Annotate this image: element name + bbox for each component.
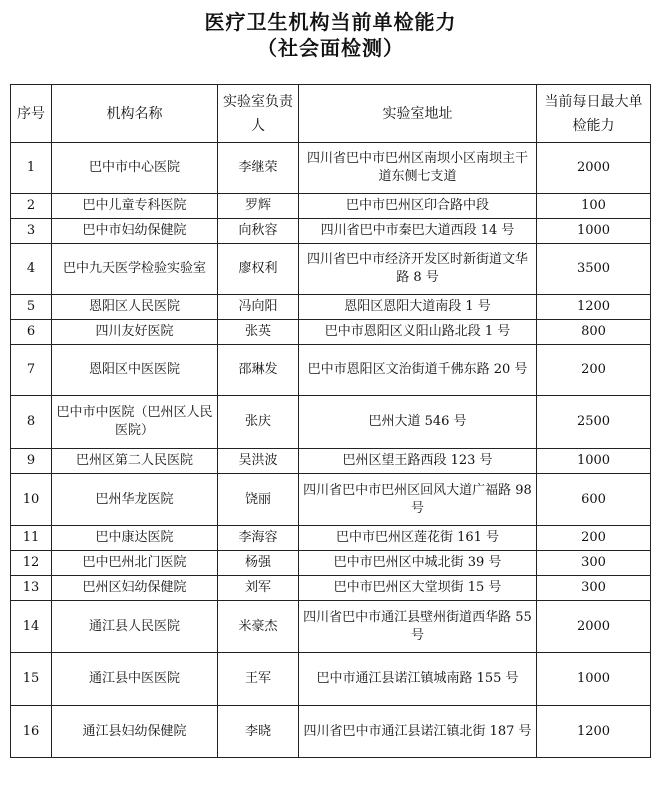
cell-institution-name: 通江县妇幼保健院 <box>52 706 218 758</box>
cell-lab-head: 李晓 <box>218 706 299 758</box>
cell-lab-head: 吴洪波 <box>218 449 299 474</box>
cell-lab-address: 巴中市巴州区中城北街 39 号 <box>299 551 537 576</box>
cell-seq: 6 <box>11 320 52 345</box>
cell-seq: 10 <box>11 474 52 526</box>
cell-seq: 11 <box>11 526 52 551</box>
table-row <box>11 194 651 219</box>
cell-institution-name: 巴中康达医院 <box>52 526 218 551</box>
table-row <box>11 706 651 758</box>
cell-lab-address: 四川省巴中市经济开发区时新街道文华路 8 号 <box>299 244 537 295</box>
cell-institution-name: 巴中市中心医院 <box>52 143 218 194</box>
cell-lab-head: 张英 <box>218 320 299 345</box>
header-institution-name: 机构名称 <box>52 85 218 143</box>
cell-lab-address: 巴中市巴州区莲花街 161 号 <box>299 526 537 551</box>
table-row <box>11 345 651 396</box>
cell-lab-address: 四川省巴中市巴州区回风大道广福路 98 号 <box>299 474 537 526</box>
cell-institution-name: 巴中巴州北门医院 <box>52 551 218 576</box>
cell-institution-name: 恩阳区人民医院 <box>52 295 218 320</box>
cell-capacity: 100 <box>537 194 651 219</box>
cell-institution-name: 巴州华龙医院 <box>52 474 218 526</box>
cell-seq: 15 <box>11 653 52 706</box>
cell-capacity: 2500 <box>537 396 651 449</box>
cell-capacity: 1200 <box>537 706 651 758</box>
cell-lab-address: 恩阳区恩阳大道南段 1 号 <box>299 295 537 320</box>
capacity-table <box>10 84 651 758</box>
document-subtitle: （社会面检测） <box>257 36 404 60</box>
cell-capacity: 2000 <box>537 143 651 194</box>
header-seq: 序号 <box>11 85 52 143</box>
table-row <box>11 526 651 551</box>
table-body <box>11 143 651 758</box>
cell-lab-address: 四川省巴中市巴州区南坝小区南坝主干道东侧七支道 <box>299 143 537 194</box>
cell-seq: 9 <box>11 449 52 474</box>
cell-capacity: 3500 <box>537 244 651 295</box>
cell-seq: 14 <box>11 601 52 653</box>
cell-institution-name: 巴中儿童专科医院 <box>52 194 218 219</box>
table-row <box>11 320 651 345</box>
table-row <box>11 551 651 576</box>
cell-lab-address: 巴州大道 546 号 <box>299 396 537 449</box>
cell-lab-head: 李海容 <box>218 526 299 551</box>
table-row <box>11 244 651 295</box>
cell-capacity: 200 <box>537 526 651 551</box>
cell-lab-address: 四川省巴中市通江县壁州街道西华路 55 号 <box>299 601 537 653</box>
cell-lab-head: 李继荣 <box>218 143 299 194</box>
cell-lab-head: 罗辉 <box>218 194 299 219</box>
document-title: 医疗卫生机构当前单检能力 <box>204 10 457 34</box>
cell-capacity: 1200 <box>537 295 651 320</box>
cell-lab-address: 巴中市恩阳区义阳山路北段 1 号 <box>299 320 537 345</box>
header-lab-head: 实验室负责人 <box>218 85 299 143</box>
table-header-row <box>11 85 651 143</box>
cell-lab-address: 四川省巴中市秦巴大道西段 14 号 <box>299 219 537 244</box>
cell-lab-head: 张庆 <box>218 396 299 449</box>
cell-seq: 13 <box>11 576 52 601</box>
cell-capacity: 600 <box>537 474 651 526</box>
cell-lab-address: 巴中市巴州区大堂坝街 15 号 <box>299 576 537 601</box>
cell-institution-name: 巴州区妇幼保健院 <box>52 576 218 601</box>
cell-capacity: 1000 <box>537 653 651 706</box>
cell-lab-address: 巴州区望王路西段 123 号 <box>299 449 537 474</box>
cell-seq: 3 <box>11 219 52 244</box>
cell-lab-head: 廖权利 <box>218 244 299 295</box>
table-row <box>11 601 651 653</box>
table-row <box>11 143 651 194</box>
cell-lab-address: 四川省巴中市通江县诺江镇北街 187 号 <box>299 706 537 758</box>
cell-lab-address: 巴中市恩阳区文治街道千佛东路 20 号 <box>299 345 537 396</box>
cell-seq: 16 <box>11 706 52 758</box>
table-row <box>11 219 651 244</box>
cell-institution-name: 巴中九天医学检验实验室 <box>52 244 218 295</box>
cell-capacity: 2000 <box>537 601 651 653</box>
cell-institution-name: 巴中市妇幼保健院 <box>52 219 218 244</box>
cell-lab-head: 冯向阳 <box>218 295 299 320</box>
cell-seq: 1 <box>11 143 52 194</box>
header-lab-address: 实验室地址 <box>299 85 537 143</box>
cell-lab-head: 饶丽 <box>218 474 299 526</box>
table-row <box>11 653 651 706</box>
table-row <box>11 396 651 449</box>
cell-capacity: 300 <box>537 576 651 601</box>
cell-institution-name: 通江县中医医院 <box>52 653 218 706</box>
cell-seq: 8 <box>11 396 52 449</box>
cell-capacity: 800 <box>537 320 651 345</box>
cell-lab-head: 王军 <box>218 653 299 706</box>
cell-capacity: 300 <box>537 551 651 576</box>
cell-seq: 7 <box>11 345 52 396</box>
cell-lab-head: 向秋容 <box>218 219 299 244</box>
cell-capacity: 1000 <box>537 449 651 474</box>
table-row <box>11 474 651 526</box>
cell-lab-head: 刘军 <box>218 576 299 601</box>
cell-capacity: 200 <box>537 345 651 396</box>
cell-seq: 2 <box>11 194 52 219</box>
cell-seq: 4 <box>11 244 52 295</box>
cell-institution-name: 恩阳区中医医院 <box>52 345 218 396</box>
table-row <box>11 449 651 474</box>
cell-institution-name: 四川友好医院 <box>52 320 218 345</box>
table-row <box>11 576 651 601</box>
cell-lab-head: 邵琳发 <box>218 345 299 396</box>
cell-lab-head: 米豪杰 <box>218 601 299 653</box>
cell-institution-name: 巴州区第二人民医院 <box>52 449 218 474</box>
cell-institution-name: 通江县人民医院 <box>52 601 218 653</box>
table-row <box>11 295 651 320</box>
cell-lab-head: 杨强 <box>218 551 299 576</box>
cell-seq: 5 <box>11 295 52 320</box>
cell-seq: 12 <box>11 551 52 576</box>
cell-lab-address: 巴中市通江县诺江镇城南路 155 号 <box>299 653 537 706</box>
cell-capacity: 1000 <box>537 219 651 244</box>
cell-lab-address: 巴中市巴州区印合路中段 <box>299 194 537 219</box>
header-capacity: 当前每日最大单检能力 <box>537 85 651 143</box>
cell-institution-name: 巴中市中医院（巴州区人民医院） <box>52 396 218 449</box>
